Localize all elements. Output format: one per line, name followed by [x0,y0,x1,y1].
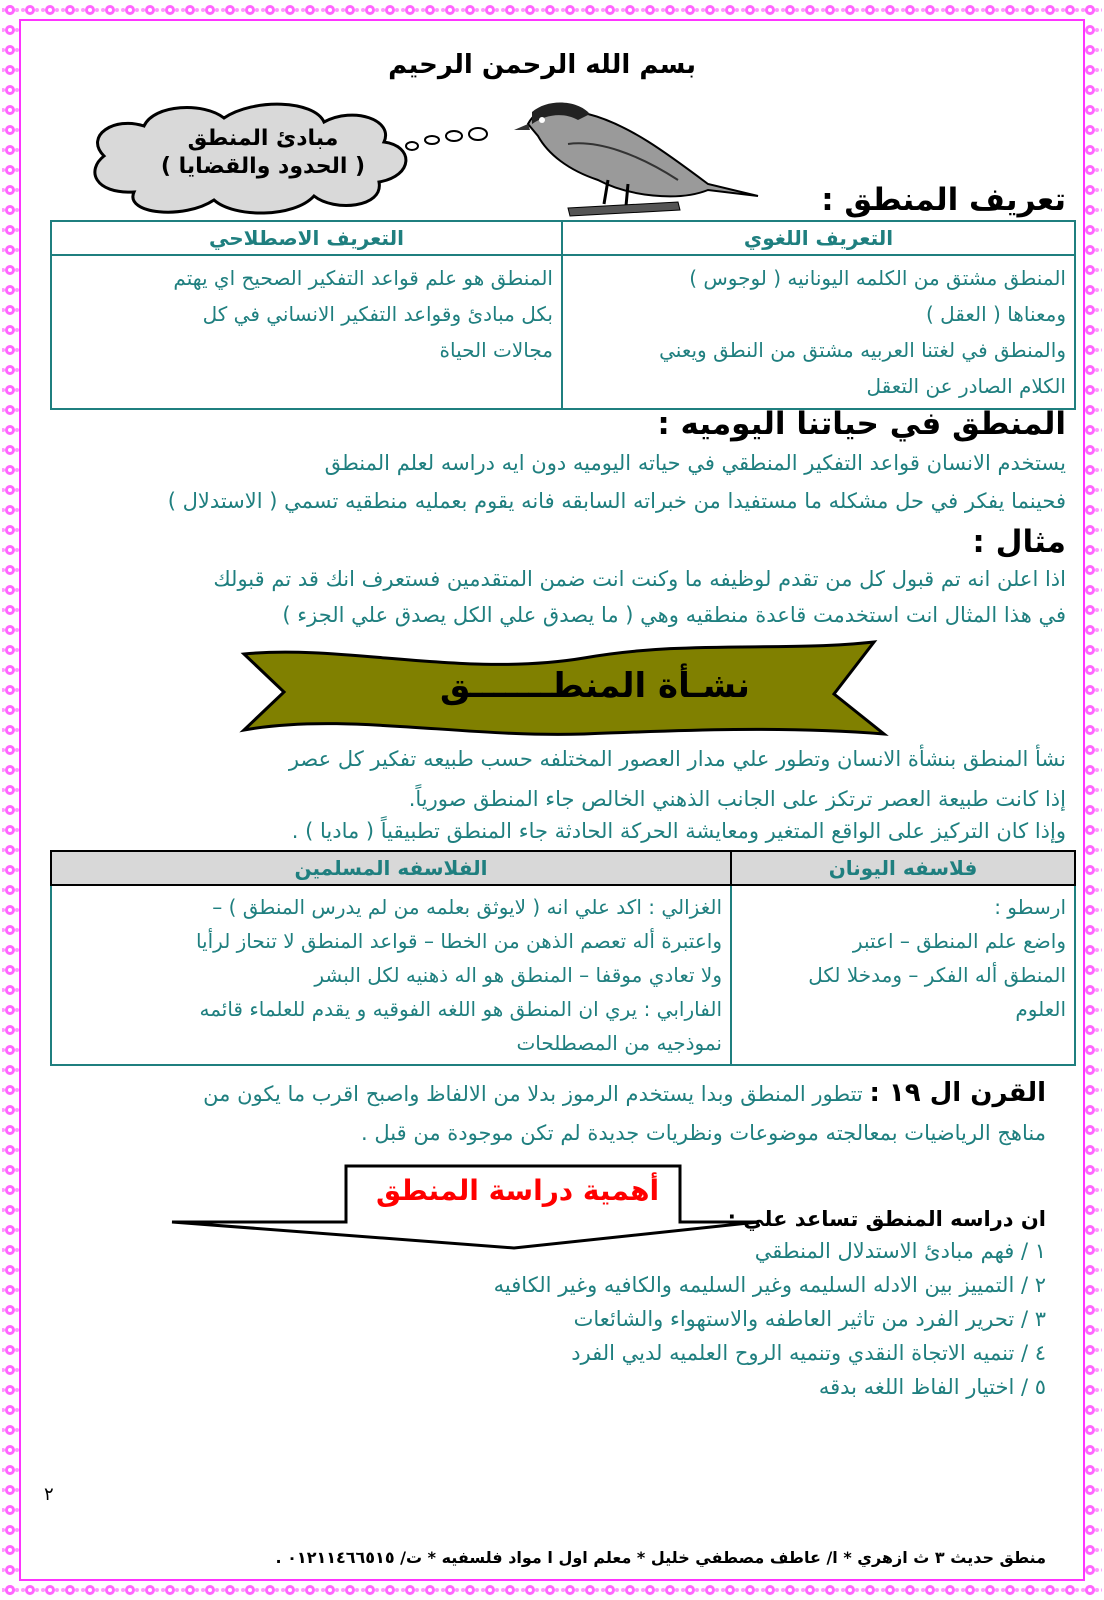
example-line-1: اذا اعلن انه تم قبول كل من تقدم لوظيفه ما وكنت انت ضمن المتقدمين فستعرف انك قد تم قبولك [213,567,1066,591]
century-line-1 [203,1080,1046,1107]
footer: منطق حديث ٣ ث ازهري * ا/ عاطف مصطفي خليل * معلم اول ا مواد فلسفيه * ت/ ٠١٢١١٤٦٦٥١٥ . [275,1548,1046,1567]
philosophers-table [50,850,1076,1066]
importance-item-2: ٢ / التمييز بين الادله السليمه وغير السليمه والكافيه وغير الكافيه [493,1273,1046,1297]
bird-icon [508,84,768,224]
importance-item-3: ٣ / تحرير الفرد من تاثير العاطفه والاستهواء والشائعات [573,1307,1046,1331]
greek-cell: ارسطو : واضع علم المنطق – اعتبر المنطق أله الفكر – ومدخلا لكل العلوم [731,885,1075,1065]
definition-heading: تعريف المنطق : [821,182,1066,218]
daily-line-1: يستخدم الانسان قواعد التفكير المنطقي في حياته اليوميه دون ايه دراسه لعلم المنطق [324,451,1066,475]
definition-table [50,220,1076,410]
cloud-title: مبادئ المنطق [187,126,339,151]
linguistic-header: التعريف اللغوي [562,221,1075,255]
century-label: القرن ال ١٩ : [869,1078,1046,1108]
origin-line-3: وإذا كان التركيز على الواقع المتغير ومعايشة الحركة الحادثة جاء المنطق تطبيقياً ( ماديا ) . [291,819,1066,843]
greek-header: فلاسفه اليونان [731,851,1075,885]
technical-cell: المنطق هو علم قواعد التفكير الصحيح اي يهتم بكل مبادئ وقواعد التفكير الانساني في كل مجالات الحياة [51,255,562,409]
page-number: ٢ [44,1484,54,1505]
page-content [28,22,1076,1578]
century-line-2: مناهج الرياضيات بمعالجته موضوعات ونظريات جديدة لم تكن موجودة من قبل . [361,1121,1046,1145]
linguistic-cell: المنطق مشتق من الكلمه اليونانيه ( لوجوس ) ومعناها ( العقل ) والمنطق في لغتنا العربيه مشتق من النطق ويعني الكلام الصادر عن التعقل [562,255,1075,409]
importance-item-1: ١ / فهم مبادئ الاستدلال المنطقي [754,1239,1046,1263]
origin-line-2: إذا كانت طبيعة العصر ترتكز على الجانب الذهني الخالص جاء المنطق صورياً. [408,787,1066,811]
importance-item-4: ٤ / تنميه الاتجاة النقدي وتنميه الروح العلميه لديي الفرد [571,1341,1046,1365]
example-heading: مثال : [972,524,1066,560]
origin-banner-title: نشـأة المنطـــــــق [440,666,750,706]
basmala: بسم الله الرحمن الرحيم [388,50,696,80]
muslim-header: الفلاسفه المسلمين [51,851,731,885]
technical-header: التعريف الاصطلاحي [51,221,562,255]
origin-line-1: نشأ المنطق بنشأة الانسان وتطور علي مدار العصور المختلفه حسب طبيعه تفكير كل عصر [288,747,1066,771]
example-line-2: في هذا المثال انت استخدمت قاعدة منطقيه وهي ( ما يصدق علي الكل يصدق علي الجزء ) [282,603,1066,627]
daily-line-2: فحينما يفكر في حل مشكله ما مستفيدا من خبراته السابقه فانه يقوم بعمليه منطقيه تسمي ( الاستدلال ) [167,489,1066,513]
cloud-subtitle: ( الحدود والقضايا ) [160,154,366,179]
daily-heading: المنطق في حياتنا اليوميه : [657,406,1066,442]
muslim-cell: الغزالي : اكد علي انه ( لايوثق بعلمه من لم يدرس المنطق ) – واعتبرة أله تعصم الذهن من الخطا – قواعد المنطق لا تنحاز لرأيا ولا تعادي موقفا – المنطق هو اله ذهنيه لكل البشر الفارابي : يري ان المنطق هو اللغه الفوقيه و يقدم للعلماء قائمه نموذجيه من المصطلحات [51,885,731,1065]
importance-intro: ان دراسه المنطق تساعد علي : [727,1207,1046,1231]
importance-item-5: ٥ / اختيار الفاظ اللغه بدقه [818,1375,1046,1399]
importance-banner: أهمية دراسة المنطق [376,1174,660,1207]
century-text-1: تتطور المنطق وبدا يستخدم الرموز بدلا من الالفاظ واصبح اقرب ما يكون من [203,1082,863,1106]
